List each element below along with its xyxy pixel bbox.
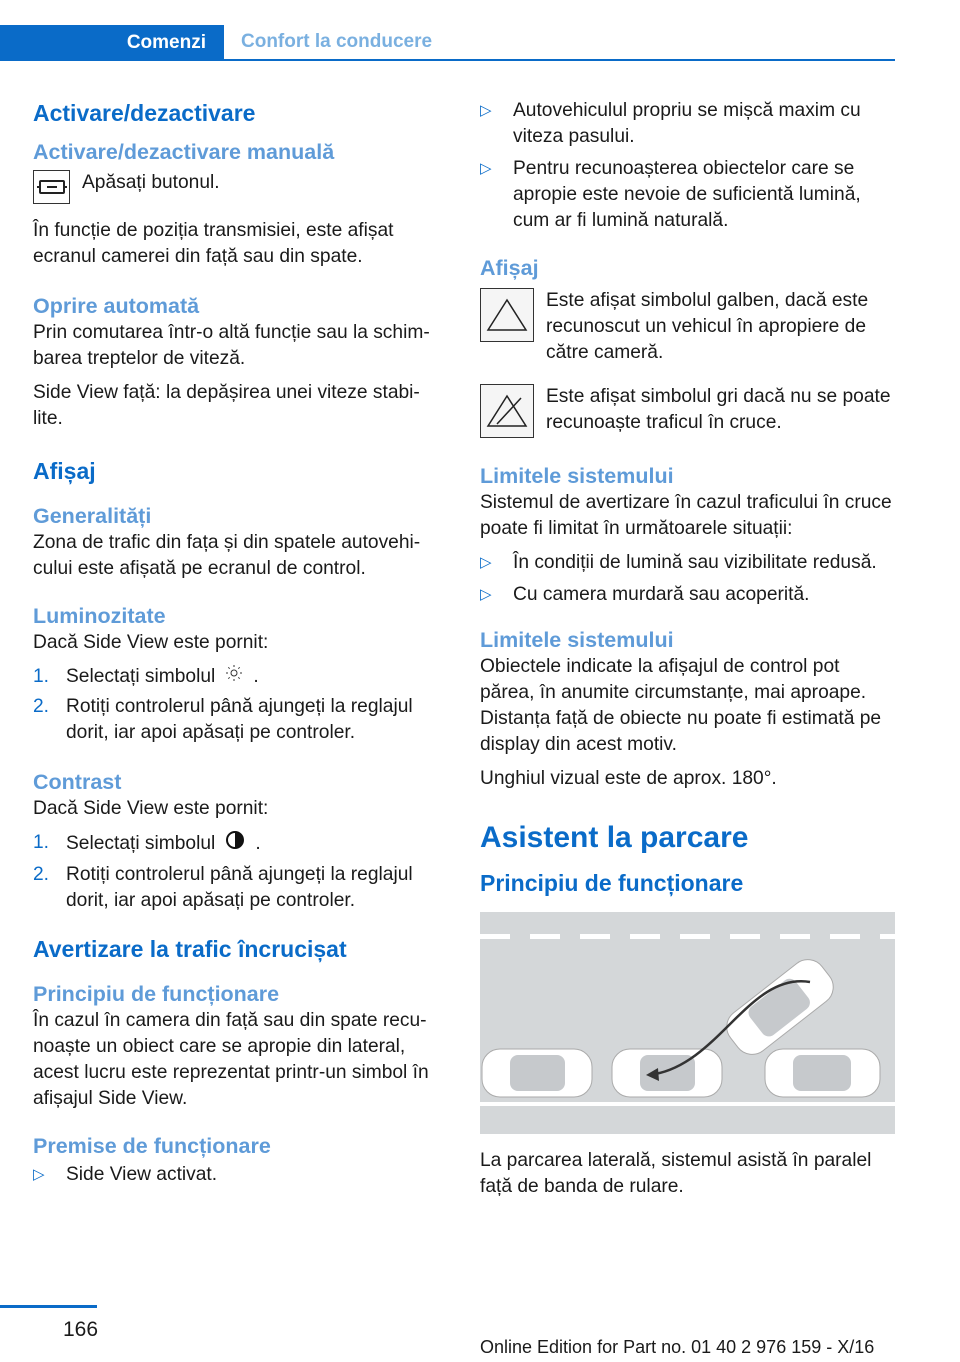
heading-premise: Premise de funcționare xyxy=(33,1134,271,1159)
contrast-step-2: 2. Rotiți controlerul până ajungeți la reglajul dorit, iar apoi apăsați pe controler. xyxy=(33,864,413,912)
premise-item-3: ▷ Pentru recunoașterea obiectelor care se apropie este nevoie de suficientă lumină, cum ar fi lumină naturală. xyxy=(480,158,861,231)
limits-2-text: Obiectele indicate la afișajul de control pot părea, în anumite circumstanțe, mai aproape. Distanța față de obiecte nu poate fi estimată pe display din acest motiv. xyxy=(480,656,882,755)
press-button-text: Apăsați butonul. xyxy=(82,172,220,193)
auto-off-text-2: Side View față: la depășirea unei viteze stabi-lite. xyxy=(33,382,420,429)
heading-brightness: Luminozitate xyxy=(33,604,166,628)
footer-divider xyxy=(0,1305,97,1308)
limits-1-text: Sistemul de avertizare în cazul traficului în cruce poate fi limitat în următoarele situații: xyxy=(480,492,892,539)
heading-auto-off: Oprire automată xyxy=(33,294,200,318)
parking-illustration xyxy=(480,912,895,1134)
heading-display-right: Afișaj xyxy=(480,256,539,280)
heading-limits-1: Limitele sistemului xyxy=(480,464,674,488)
camera-text: În funcție de poziția transmisiei, este afișat ecranul camerei din față sau din spate. xyxy=(33,220,394,267)
premise-item-2: ▷ Autovehiculul propriu se mișcă maxim cu viteza pasului. xyxy=(480,100,861,147)
heading-contrast: Contrast xyxy=(33,770,122,795)
heading-display: Afișaj xyxy=(33,458,96,484)
camera-button-icon xyxy=(33,170,70,204)
premise-item-1: ▷ Side View activat. xyxy=(33,1164,218,1186)
page-number: 166 xyxy=(63,1318,99,1341)
grey-symbol-text: Este afișat simbolul gri dacă nu se poate recunoaște traficul în cruce. xyxy=(546,386,891,433)
left-column xyxy=(33,98,448,1188)
contrast-icon xyxy=(225,830,245,858)
contrast-intro: Dacă Side View este pornit: xyxy=(33,798,269,820)
brightness-icon xyxy=(225,664,243,690)
yellow-symbol-text: Este afișat simbolul galben, dacă este recunoscut un vehicul în apropiere de către cameră. xyxy=(546,290,869,363)
heading-general: Generalități xyxy=(33,504,152,528)
tab-confort-la-conducere[interactable]: Confort la conducere xyxy=(224,25,895,61)
heading-limits-2: Limitele sistemului xyxy=(480,628,674,652)
principle-text: În cazul în camera din față sau din spate recu-noaște un obiect care se apropie din lateral, acest lucru este reprezentat printr-un simbol în afișajul Side View. xyxy=(33,1010,429,1110)
heading-manual-activation: Activare/dezactivare manuală xyxy=(33,140,335,164)
right-column xyxy=(480,98,898,1200)
heading-parking-principle: Principiu de funcționare xyxy=(480,870,744,896)
contrast-step-1: 1. Selectați simbolul . xyxy=(33,830,448,858)
brightness-step-2: 2. Rotiți controlerul până ajungeți la reglajul dorit, iar apoi apăsați pe controler. xyxy=(33,696,413,744)
brightness-intro: Dacă Side View este pornit: xyxy=(33,632,269,653)
header-bar xyxy=(0,0,895,62)
angle-text: Unghiul vizual este de aprox. 180°. xyxy=(480,768,777,789)
edition-text: Online Edition for Part no. 01 40 2 976 159 - X/16 xyxy=(480,1337,875,1357)
brightness-step-1: 1. Selectați simbolul . xyxy=(33,664,448,690)
heading-principle: Principiu de funcționare xyxy=(33,982,280,1007)
auto-off-text-1: Prin comutarea într-o altă funcție sau la schim-barea treptelor de viteză. xyxy=(33,322,430,369)
limits-1-item-2: ▷ Cu camera murdară sau acoperită. xyxy=(480,584,810,605)
heading-parking-assistant: Asistent la parcare xyxy=(480,821,749,854)
general-text: Zona de trafic din fața și din spatele autovehi-cului este afișată pe ecranul de control. xyxy=(33,532,421,579)
warning-triangle-crossed-icon xyxy=(480,384,534,438)
heading-activation: Activare/dezactivare xyxy=(33,100,256,126)
parking-caption: La parcarea laterală, sistemul asistă în paralel față de banda de rulare. xyxy=(480,1150,872,1197)
limits-1-item-1: ▷ În condiții de lumină sau vizibilitate redusă. xyxy=(480,552,877,573)
warning-triangle-icon xyxy=(480,288,534,342)
tab-comenzi[interactable]: Comenzi xyxy=(0,25,224,61)
heading-cross-traffic: Avertizare la trafic încrucișat xyxy=(33,936,347,963)
